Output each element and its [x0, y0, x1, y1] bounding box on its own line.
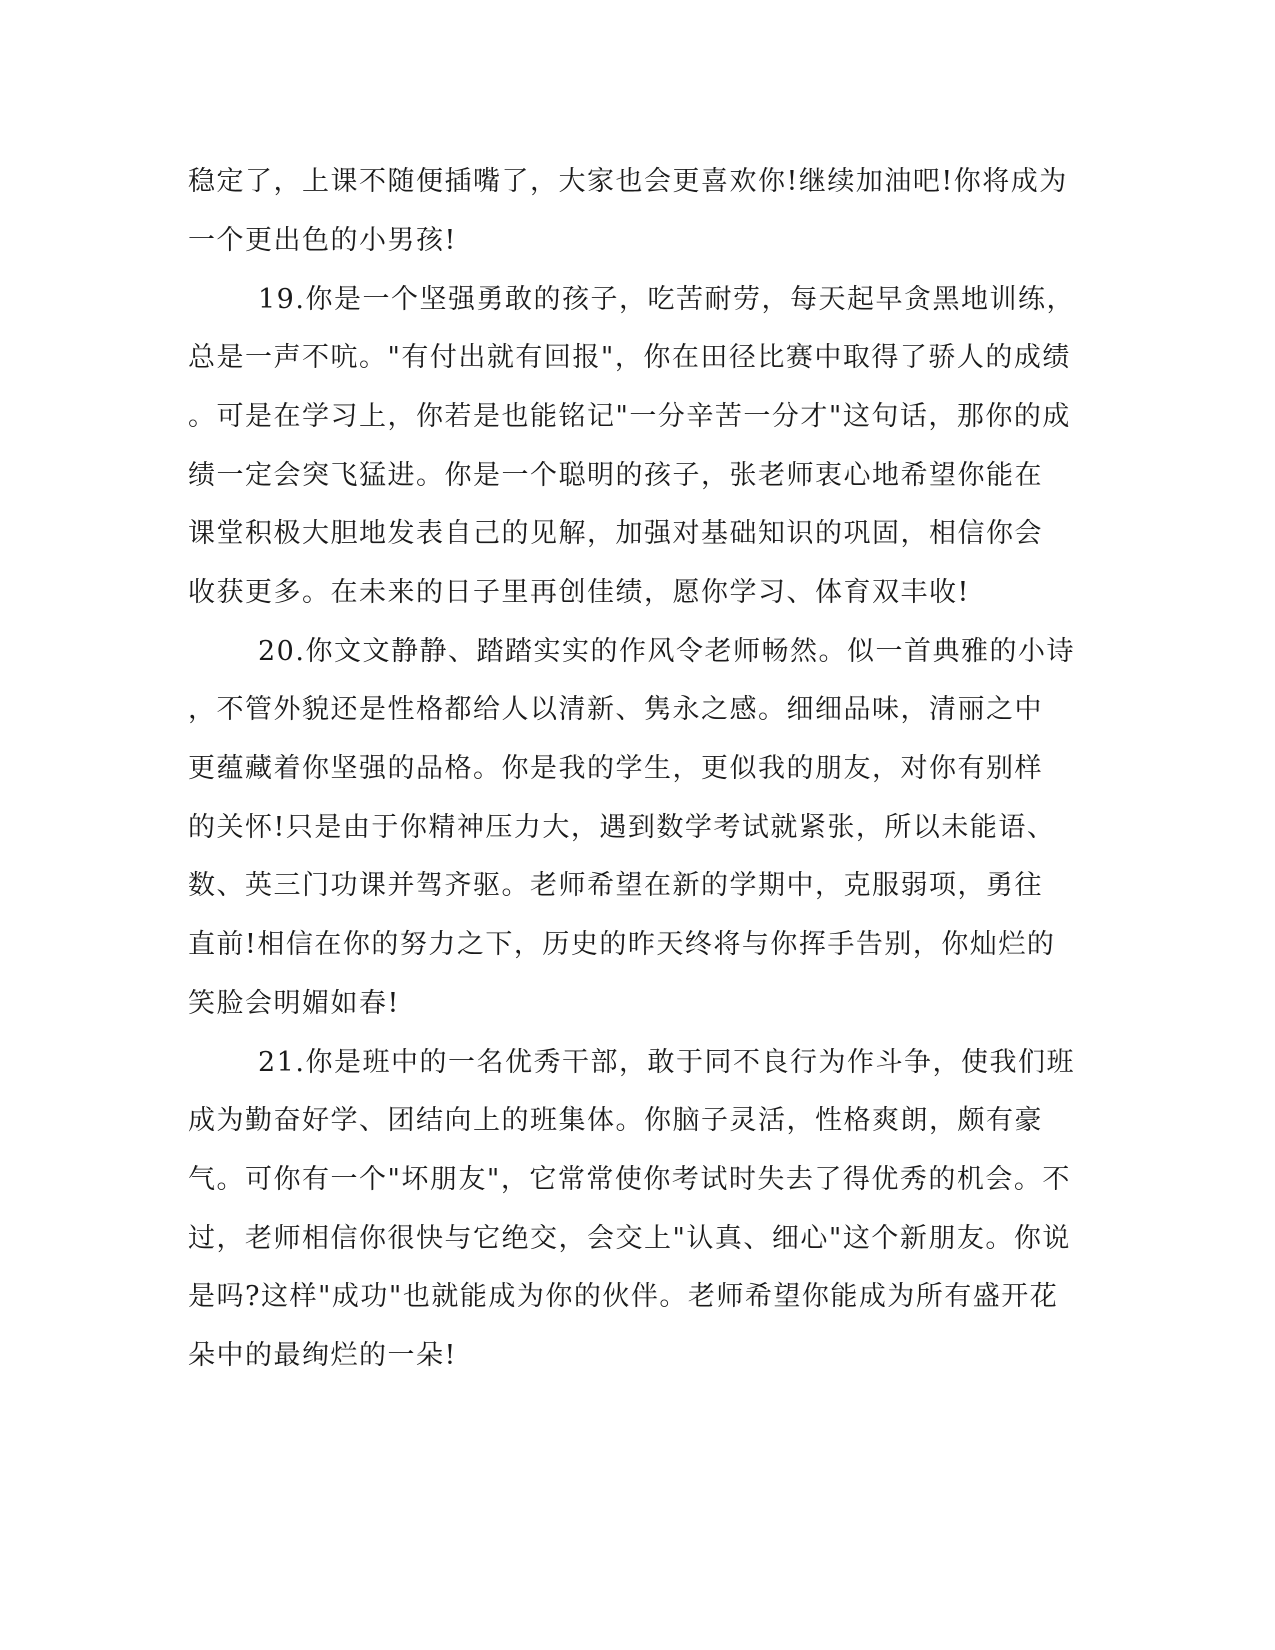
text-line: 收获更多。在未来的日子里再创佳绩，愿你学习、体育双丰收! — [188, 577, 970, 608]
text-line: 总是一声不吭。"有付出就有回报"，你在田径比赛中取得了骄人的成绩 — [188, 342, 1071, 373]
paragraph-20-start: 20.你文文静静、踏踏实实的作风令老师畅然。似一首典雅的小诗 — [258, 636, 1075, 667]
text-line: 数、英三门功课并驾齐驱。老师希望在新的学期中，克服弱项，勇往 — [188, 870, 1043, 901]
text-line: 。可是在学习上，你若是也能铭记"一分辛苦一分才"这句话，那你的成 — [188, 401, 1071, 432]
text-line: 成为勤奋好学、团结向上的班集体。你脑子灵活，性格爽朗，颇有豪 — [188, 1105, 1043, 1136]
text-line: 课堂积极大胆地发表自己的见解，加强对基础知识的巩固，相信你会 — [188, 518, 1043, 549]
text-line: 的关怀!只是由于你精神压力大，遇到数学考试就紧张，所以未能语、 — [188, 812, 1056, 843]
text-line: 稳定了，上课不随便插嘴了，大家也会更喜欢你!继续加油吧!你将成为 — [188, 166, 1068, 197]
text-line: 一个更出色的小男孩! — [188, 225, 457, 256]
text-line: 气。可你有一个"坏朋友"，它常常使你考试时失去了得优秀的机会。不 — [188, 1164, 1071, 1195]
paragraph-21-start: 21.你是班中的一名优秀干部，敢于同不良行为作斗争，使我们班 — [258, 1047, 1075, 1078]
text-line: 过，老师相信你很快与它绝交，会交上"认真、细心"这个新朋友。你说 — [188, 1223, 1071, 1254]
text-line: 笑脸会明媚如春! — [188, 988, 400, 1019]
paragraph-19-start: 19.你是一个坚强勇敢的孩子，吃苦耐劳，每天起早贪黑地训练， — [258, 284, 1075, 315]
text-line: 朵中的最绚烂的一朵! — [188, 1340, 457, 1371]
text-line: 更蕴藏着你坚强的品格。你是我的学生，更似我的朋友，对你有别样 — [188, 753, 1043, 784]
text-line: ，不管外貌还是性格都给人以清新、隽永之感。细细品味，清丽之中 — [188, 694, 1043, 725]
text-line: 绩一定会突飞猛进。你是一个聪明的孩子，张老师衷心地希望你能在 — [188, 460, 1043, 491]
text-line: 是吗?这样"成功"也就能成为你的伙伴。老师希望你能成为所有盛开花 — [188, 1281, 1059, 1312]
text-line: 直前!相信在你的努力之下，历史的昨天终将与你挥手告别，你灿烂的 — [188, 929, 1056, 960]
